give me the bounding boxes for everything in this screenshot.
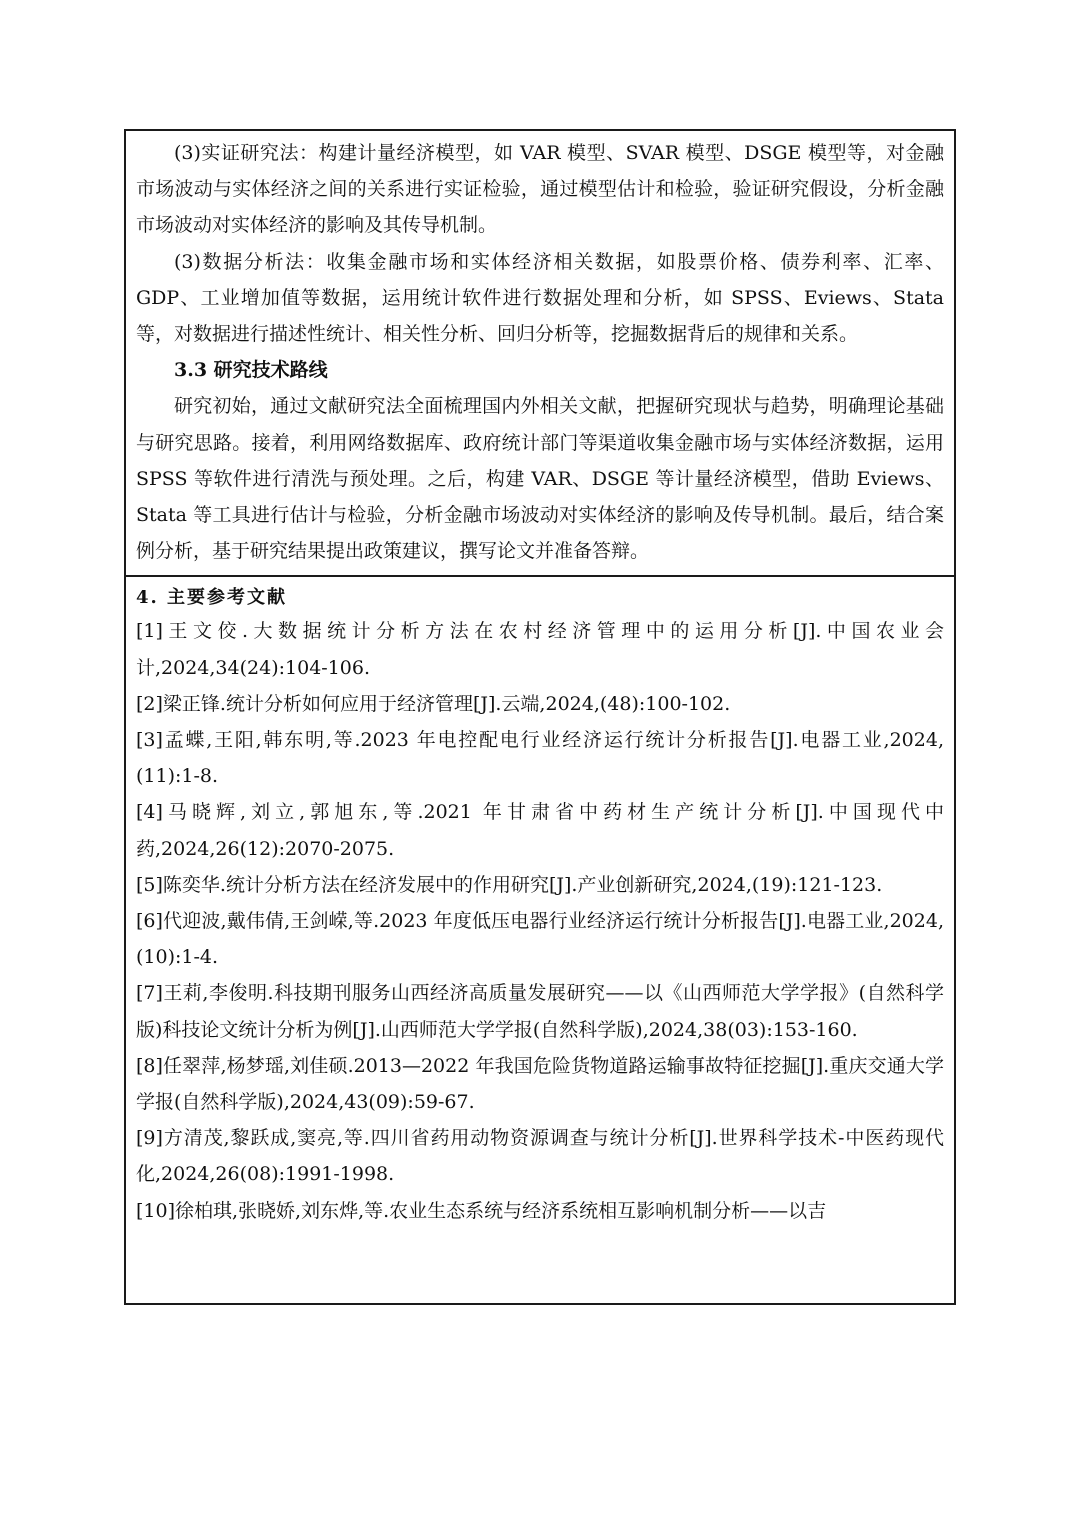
reference-item: [9]方清茂,黎跃成,窦亮,等.四川省药用动物资源调查与统计分析[J].世界科学技术-中医药现代化,2024,26(08):1991-1998. xyxy=(136,1127,944,1186)
reference-item: [1]王文佼.大数据统计分析方法在农村经济管理中的运用分析[J].中国农业会计,2024,34(24):104-106. xyxy=(136,620,944,679)
technical-route-paragraph: 研究初始，通过文献研究法全面梳理国内外相关文献，把握研究现状与趋势，明确理论基础与研究思路。接着，利用网络数据库、政府统计部门等渠道收集金融市场与实体经济数据，运用 SPSS 等软件进行清洗与预处理。之后，构建 VAR、DSGE 等计量经济模型，借助 Eviews、Stata 等工具进行估计与检验，分析金融市场波动对实体经济的影响及传导机制。最后，结合案例分析，基于研究结果提出政策建议，撰写论文并准备答辩。 xyxy=(136,395,944,563)
reference-item: [10]徐柏琪,张晓娇,刘东烨,等.农业生态系统与经济系统相互影响机制分析——以吉 xyxy=(136,1199,827,1222)
references-cell xyxy=(126,577,954,1303)
empirical-method-paragraph: (3)实证研究法：构建计量经济模型，如 VAR 模型、SVAR 模型、DSGE 模型等，对金融市场波动与实体经济之间的关系进行实证检验，通过模型估计和检验，验证研究假设，分析金融市场波动对实体经济的影响及其传导机制。 xyxy=(136,142,944,237)
section-title: 3.3 研究技术路线 xyxy=(174,359,328,382)
reference-item: [8]任翠萍,杨梦瑶,刘佳硕.2013—2022 年我国危险货物道路运输事故特征挖掘[J].重庆交通大学学报(自然科学版),2024,43(09):59-67. xyxy=(136,1054,944,1114)
reference-item: [6]代迎波,戴伟倩,王剑嵘,等.2023 年度低压电器行业经济运行统计分析报告[J].电器工业,2024,(10):1-4. xyxy=(136,910,944,969)
reference-item: [2]梁正锋.统计分析如何应用于经济管理[J].云端,2024,(48):100-102. xyxy=(136,692,731,715)
reference-item: [3]孟蝶,王阳,韩东明,等.2023 年电控配电行业经济运行统计分析报告[J].电器工业,2024,(11):1-8. xyxy=(136,729,944,788)
references-heading: 4. 主要参考文献 xyxy=(136,587,288,609)
reference-item: [5]陈奕华.统计分析方法在经济发展中的作用研究[J].产业创新研究,2024,(19):121-123. xyxy=(136,873,883,896)
reference-item: [7]王莉,李俊明.科技期刊服务山西经济高质量发展研究——以《山西师范大学学报》(自然科学版)科技论文统计分析为例[J].山西师范大学学报(自然科学版),2024,38(03):153-160. xyxy=(136,982,944,1041)
reference-item: [4]马晓辉,刘立,郭旭东,等.2021 年甘肃省中药材生产统计分析[J].中国现代中药,2024,26(12):2070-2075. xyxy=(136,801,944,860)
data-analysis-paragraph: (3)数据分析法：收集金融市场和实体经济相关数据，如股票价格、债券利率、汇率、GDP、工业增加值等数据，运用统计软件进行数据处理和分析，如 SPSS、Eviews、Stata 等，对数据进行描述性统计、相关性分析、回归分析等，挖掘数据背后的规律和关系。 xyxy=(136,250,944,346)
document-table xyxy=(124,129,956,1305)
research-methods-cell xyxy=(126,131,954,577)
